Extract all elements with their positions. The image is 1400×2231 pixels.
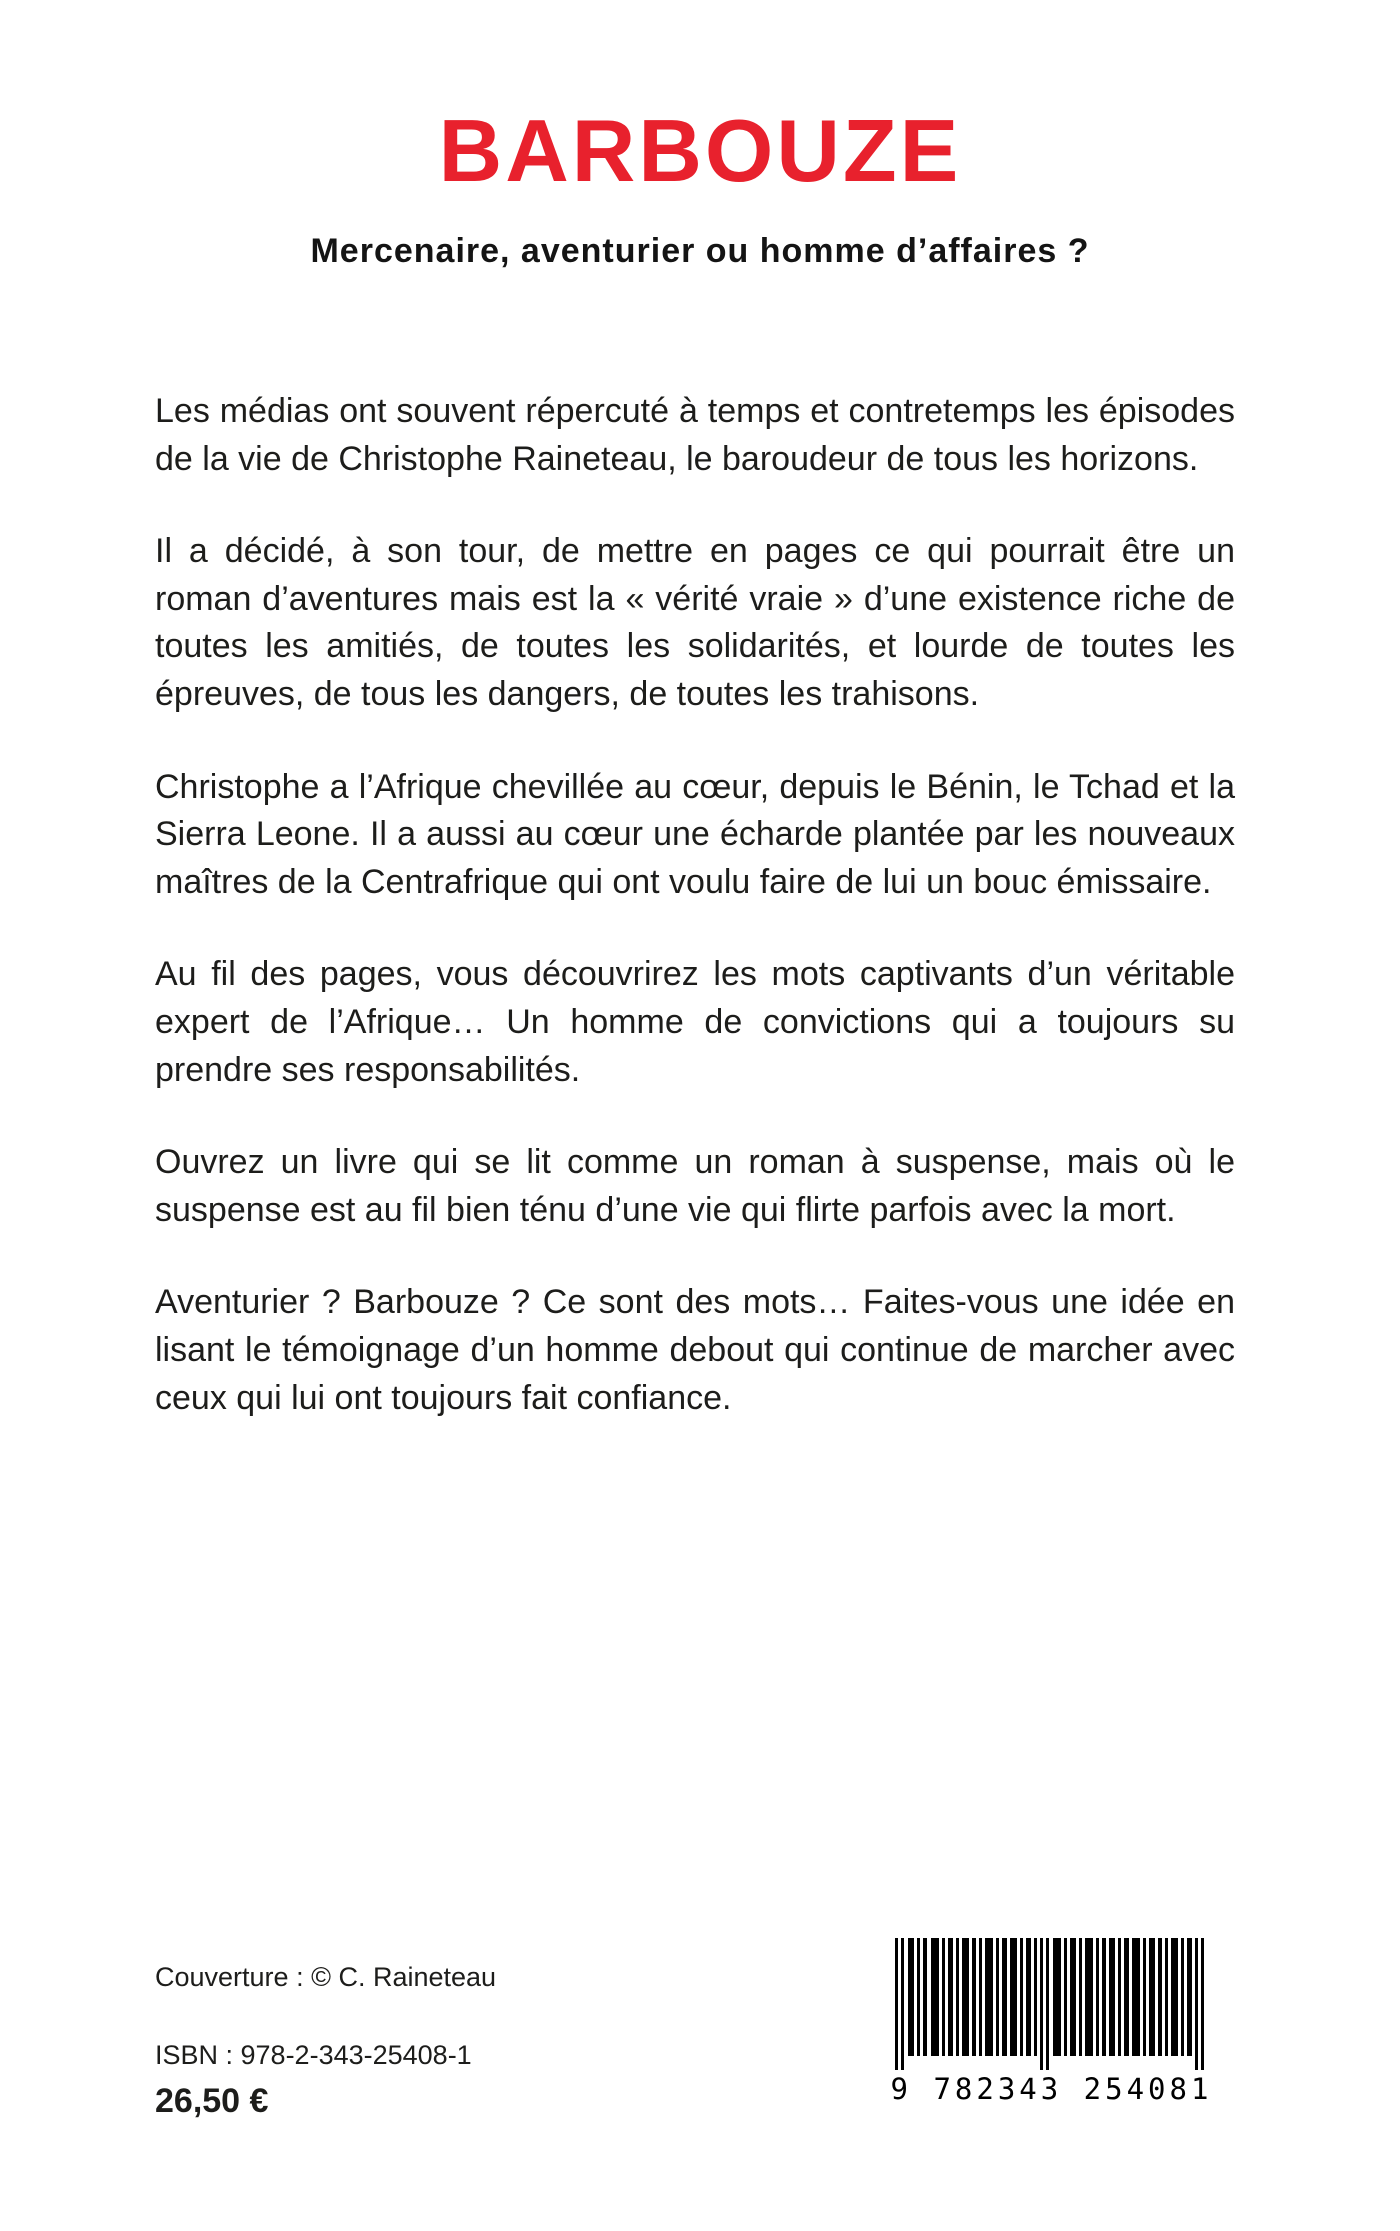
paragraph: Christophe a l’Afrique chevillée au cœur, depuis le Bénin, le Tchad et la Sierra Leone. Il a aussi au cœur une écharde plantée par les nouveaux maîtres de la Centrafrique qui ont voulu faire de lui un bouc émissaire.: [155, 767, 1235, 901]
barcode-bars-image: [885, 1938, 1218, 2070]
back-cover-text: [155, 388, 1235, 1467]
barcode-number: 9 782343 254081: [890, 2072, 1213, 2106]
paragraph: Il a décidé, à son tour, de mettre en pages ce qui pourrait être un roman d’aventures mais est la « vérité vraie » d’une existence riche de toutes les amitiés, de toutes les solidarités, et lourde de toutes les épreuves, de tous les dangers, de toutes les trahisons.: [155, 532, 1235, 713]
paragraph: Aventurier ? Barbouze ? Ce sont des mots… Faites-vous une idée en lisant le témoignage d’un homme debout qui continue de marcher avec ceux qui lui ont toujours fait confiance.: [155, 1283, 1235, 1417]
cover-credit: Couverture : © C. Raineteau: [155, 1962, 497, 1992]
paragraph: Les médias ont souvent répercuté à temps et contretemps les épisodes de la vie de Christophe Raineteau, le baroudeur de tous les horizons.: [155, 392, 1235, 478]
book-title: BARBOUZE: [438, 101, 962, 200]
book-subtitle: Mercenaire, aventurier ou homme d’affaires ?: [310, 232, 1090, 270]
paragraph: Ouvrez un livre qui se lit comme un roman à suspense, mais où le suspense est au fil bien ténu d’une vie qui flirte parfois avec la mort.: [155, 1143, 1235, 1229]
isbn-text: ISBN : 978-2-343-25408-1: [155, 2040, 472, 2070]
paragraph: Au fil des pages, vous découvrirez les mots captivants d’un véritable expert de l’Afrique… Un homme de convictions qui a toujours su prendre ses responsabilités.: [155, 955, 1235, 1089]
price-text: 26,50 €: [155, 2082, 269, 2120]
barcode: [885, 1938, 1218, 2106]
